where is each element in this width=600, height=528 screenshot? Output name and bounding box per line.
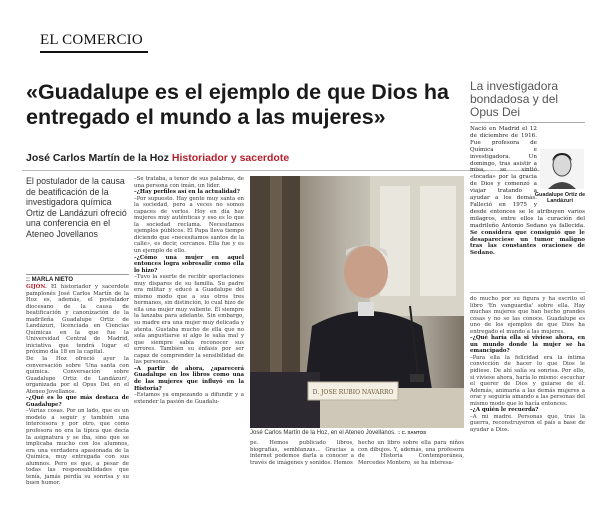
photo-placard: D. JOSE RUBIO NAVARRO <box>312 389 394 396</box>
paragraph-text: El historiador y sacerdote pamplonés José Carlos Martín de la Hoz es, además, el postulador diocesano de la causa de beatificación y canonización de la madrileña Guadalupe Ortiz de Landázuri, licenciada en Ciencias Químicas en la que fue la Universidad Central de Madrid, iniciativa que tendrá lugar el próximo día 18 en la capital. <box>26 284 129 356</box>
paragraph: –A mi madre. Personas que, tras la guerra, reconstruyeron el país a base de ayudar a Dios. <box>470 413 585 433</box>
sidebar-header: La investigadora bondadosa y del Opus Dei <box>470 79 559 119</box>
article-column-3: pe. Hemos publicado libros, biografías, semblanzas… Gracias a internet podemos darla a conocer a través de imágenes y sonidos. Hemos <box>250 440 354 466</box>
photo-illustration <box>250 176 464 428</box>
paragraph: –Tuvo la suerte de recibir aportaciones muy dispares de su familia. Su padre era militar y educó a Guadalupe del mismo modo que a sus otros tres hermanos, sin distinción, lo cual hizo de ella una mujer muy valiente. Él siempre la lanzaba para adelante. Sin embargo, su madre era una mujer muy delicada y atenta. Gustaba mucho de ella que no sola angustiarse si algo le salía mal y que siempre sabía reconocer sus errores. También su énfasis por ser capaz de comprender la sensibilidad de las personas. <box>134 274 244 366</box>
portrait-illustration <box>540 149 584 189</box>
bio-text-bold: Se considera que consiguió que le desapareciese un tumor maligno tras las constantes oraciones de Sedano. <box>470 229 585 257</box>
paragraph: –Por supuesto. Hay gente muy santa en la sociedad, pero a veces no somos capaces de verlos. Hoy en día hay mujeres muy auténticas y eso es lo que la sociedad reclama. Necesitamos ejemplos públicos. El Papa lleva tiempo diciendo que «necesitamos santos de la calle», es decir, cercanos. Ella fue y es un ejemplo de ello. <box>134 195 244 255</box>
paragraph: De la Hoz ofreció ayer la conversación sobre 'Una santa con química. Conversación sobre Guadalupe Ortiz de Landázuri', organizada por el Opus Dei en el Ateneo Jovellanos. <box>26 356 129 395</box>
question: –A partir de ahora, ¿aparecerá Guadalupe en los libros como una de las mujeres que influyó en la Historia? <box>134 365 244 392</box>
portrait-caption: Guadalupe Ortiz de Landázuri <box>534 192 586 205</box>
paragraph: –Para ella la felicidad era la íntima convicción de hacer lo que Dios le pidiese. De ahí salía su sonrisa. Por ello, si viviese ahora, haría lo mismo: escuchar el querer de Dios y guiarse de él. Además, animaría a las demás mujeres a orar y seguiría amando a las personas del mismo modo que lo hacía entonces. <box>470 354 585 407</box>
byline <box>26 152 466 164</box>
masthead-rule <box>40 51 148 53</box>
question: –¿Hay perfiles así en la actualidad? <box>134 189 240 196</box>
dateline-city: GIJÓN. <box>26 284 47 290</box>
question: –¿Qué haría ella si viviese ahora, en un mundo donde la mujer se ha emancipado? <box>470 335 585 355</box>
byline-name: José Carlos Martín de la Hoz <box>26 152 169 164</box>
bio-text: Nació en Madrid el 12 de diciembre de 1916. Fue profesora de Química e investigadora. Un domingo, tras asistir a misa, se sintió «tocada» por la gracia de Dios y comenzó a viajar tratando a ayudar a los demás. Falleció en 1975 y desde entonces se le atribuyen varios milagros, entre ellos la curación del madrileño Antonio Sedano ya fallecida. <box>470 126 585 229</box>
photo-caption <box>250 430 464 436</box>
author-divider <box>26 274 129 275</box>
paragraph: do mucho por su figura y ha escrito el libro 'En vanguardia' sobre ella. Hay muchas mujeres que han hecho grandes cosas y no se las conoce. Guadalupe es uno de los ejemplos de que Dios ha entregado el mundo a las mujeres. <box>470 296 585 335</box>
caption-text: José Carlos Martín de la Hoz, en el Ateneo Jovellanos. <box>250 430 396 436</box>
paragraph: –Estamos ya empezando a difundir y a extender la pasión de Guadalu- <box>134 392 244 405</box>
sidebar-divider <box>470 122 585 123</box>
article-column-2 <box>134 176 244 405</box>
paragraph <box>26 284 129 356</box>
question: –¿Cómo una mujer en aquel entonces logra sobresalir como ella lo hizo? <box>134 254 244 274</box>
masthead: EL COMERCIO <box>40 32 143 48</box>
question: –¿A quién le recuerda? <box>470 407 539 414</box>
photo-credit: :: C. SANTOS <box>397 430 427 435</box>
article-column-5 <box>470 296 585 433</box>
author: :: MARLA NIETO <box>26 277 73 283</box>
headline: «Guadalupe es el ejemplo de que Dios ha entregado el mundo a las mujeres» <box>26 80 449 129</box>
sidebar-end-divider <box>470 292 585 293</box>
paragraph: –Se trataba, a tenor de sus palabras, de una persona con imán, un líder. <box>134 176 244 189</box>
paragraph: –Varias cosas. Por un lado, que es un modelo a seguir y también una intercesora y por otro, que como profesora no era la típica que decía la asignatura y se iba, sino que se implicaba mucho con los alumnos, era una verdadera apasionada de la Química, muy entregada con sus alumnos. Pero es que, a pesar de todas las responsabilidades que tenía, jamás perdía su sonrisa y su buen humor. <box>26 408 129 487</box>
article-column-1 <box>26 284 129 487</box>
article-photo <box>250 176 464 428</box>
byline-role: Historiador y sacerdote <box>171 152 290 164</box>
lede: El postulador de la causa de beatificación de la investigadora química Ortiz de Landázuri ofreció una conferencia en el Ateneo Jovellanos <box>26 176 127 239</box>
question: –¿Qué es lo que más destaca de Guadalupe? <box>26 395 129 408</box>
portrait-photo <box>540 149 584 189</box>
article-column-4: hecho un libro sobre ella para niños con dibujos. Y, además, una profesora de Historia Contemporánea, Mercedes Montero, se ha interesa- <box>358 440 464 466</box>
